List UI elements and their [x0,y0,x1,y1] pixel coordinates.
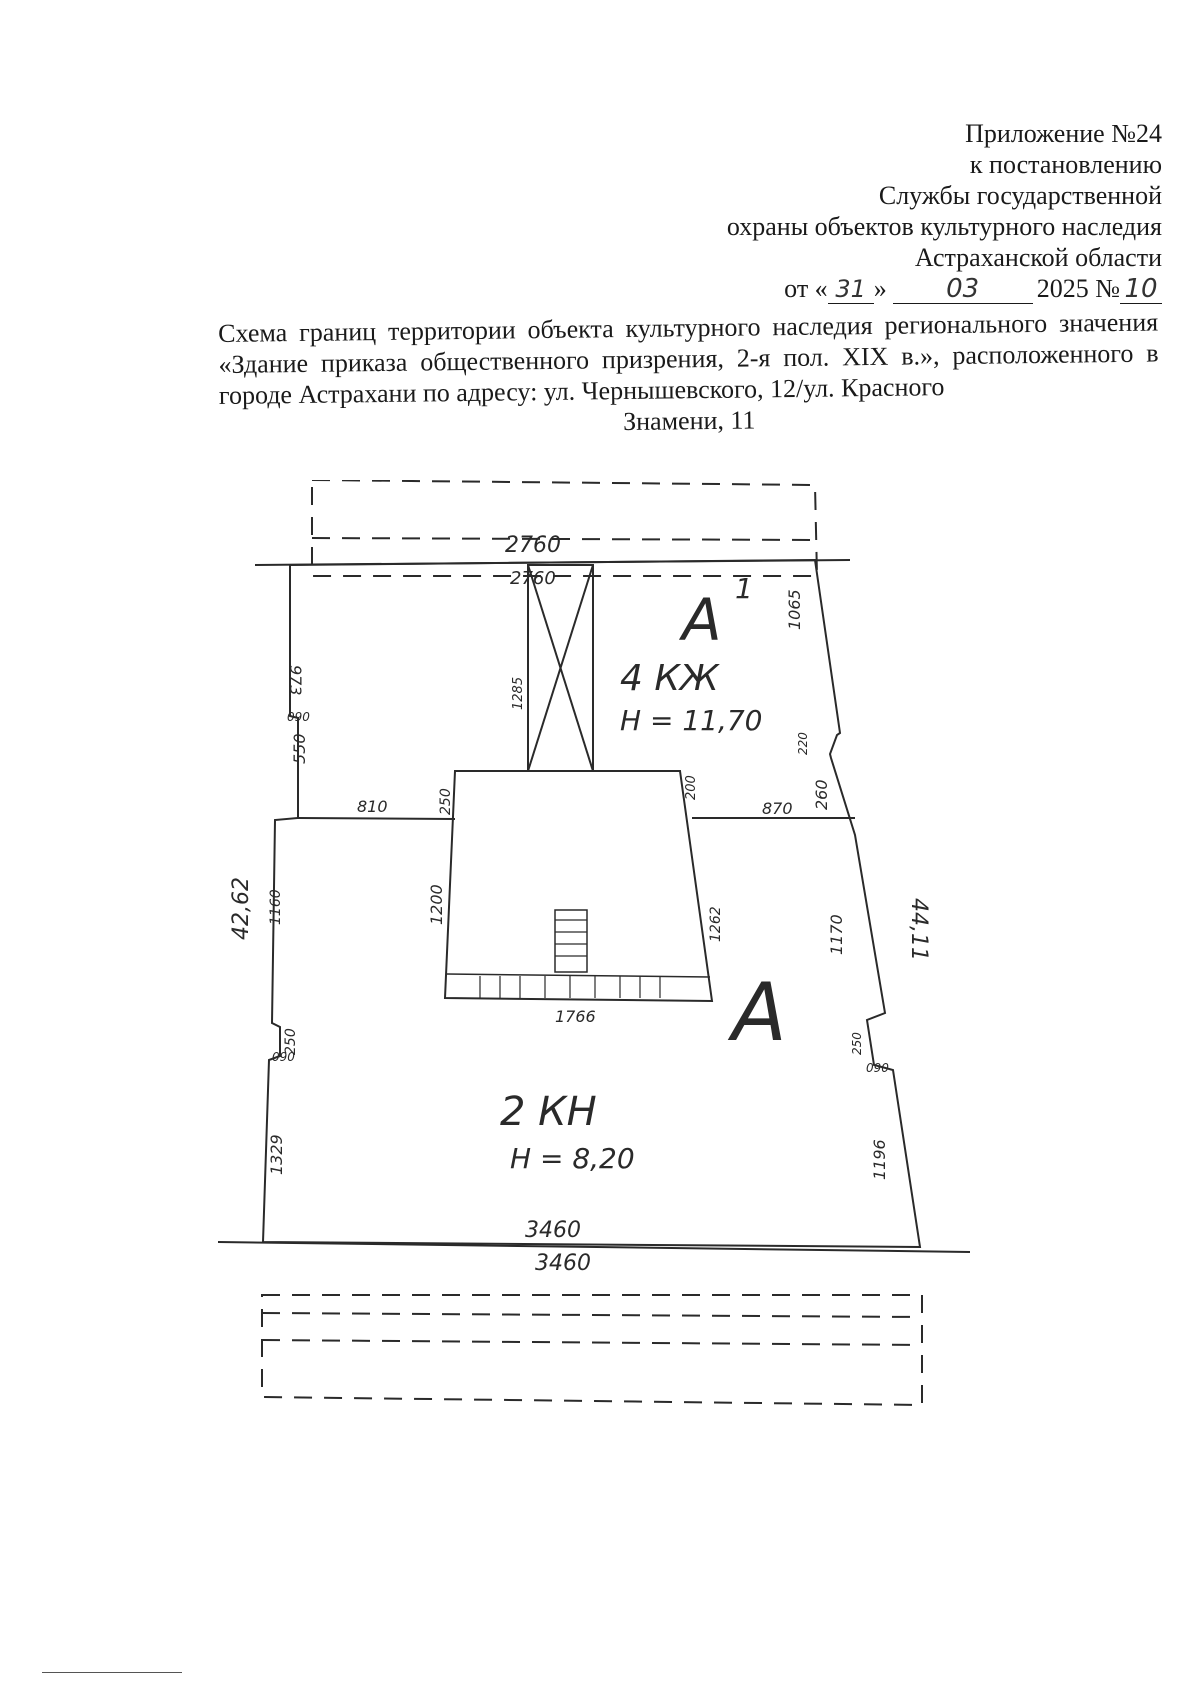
scheme-title-main: Схема границ территории объекта культурного наследия регионального значения «Здание приказа общественного призрения, 2-я пол. XIX в.», расположенного в городе Астрахани по адресу: ул. Чернышевского, 12/ул. Красного [218,307,1159,410]
dim-left-step: 250 [283,1028,299,1055]
zone-upper-sup: 1 [735,572,753,605]
dim-ledge-left-v: 250 [438,788,454,815]
dim-left-mid2: 1160 [268,889,284,925]
territory-boundary-dashed-top-inner [312,538,812,540]
dim-right-total: 44,11 [906,898,931,961]
zone-lower-label: А [732,966,787,1059]
dim-ledge-left: 810 [357,797,388,816]
dim-left-mid: 550 [290,733,309,764]
dim-court-right: 1262 [708,906,724,942]
dim-right-mid: 260 [812,779,831,810]
floors-lower: 2 КН [500,1089,597,1135]
date-year: 2025 № [1036,274,1120,303]
wall-left-ledge [298,818,455,819]
height-lower: Н = 8,20 [510,1142,635,1175]
doc-number-handwritten: 10 [1120,275,1162,304]
date-mid: » [873,274,887,303]
appendix-to-resolution: к постановлению [969,150,1162,179]
stair-block [555,910,587,972]
territory-boundary-scheme [200,480,1080,1540]
stair-block-marks [555,920,587,956]
dim-right-mid2: 1170 [827,914,846,955]
dim-left-upper: 973 [286,665,305,696]
dim-right-step: 250 [850,1032,864,1055]
dim-left-total: 42,62 [229,877,254,940]
dim-left-lower: 1329 [267,1134,286,1175]
territory-boundary-dashed-bottom-inner1 [262,1313,922,1317]
dim-right-upper: 1065 [785,589,804,630]
dim-left-upper-step: 090 [287,710,310,724]
date-prefix: от « [784,274,828,303]
dim-top-outer: 2760 [505,533,561,558]
date-month-handwritten: 03 [893,275,1033,304]
dim-bottom-inner: 3460 [525,1218,581,1243]
porch-strip [447,974,710,977]
dim-ledge-right-v: 200 [684,775,699,800]
resolution-date-line [602,273,1162,304]
issuing-service-line2: охраны объектов культурного наследия [726,212,1162,241]
appendix-header [602,118,1162,304]
dim-top-inner: 2760 [510,568,556,589]
territory-boundary-dashed-bottom [262,1295,922,1405]
date-day-handwritten: 31 [828,275,874,304]
issuing-service-line1: Службы государственной [878,181,1162,210]
dim-passage: 1285 [511,676,526,710]
dim-ledge-right: 870 [762,799,793,818]
territory-boundary-dashed-bottom-inner2 [262,1340,922,1345]
courtyard-outline [445,771,712,1001]
dim-court-left: 1200 [427,884,446,925]
floors-upper: 4 КЖ [620,658,719,699]
height-upper: Н = 11,70 [620,704,763,737]
scheme-title-last: Знамени, 11 [622,405,756,437]
dim-right-upper-step: 220 [796,732,810,755]
zone-upper-label: А [682,586,722,654]
scheme-title [218,307,1159,442]
dim-bottom-outer: 3460 [535,1251,591,1276]
dim-left-step2: 090 [272,1050,295,1064]
dim-court-bottom: 1766 [555,1007,596,1026]
page-footer-rule [42,1672,182,1673]
dim-right-lower: 1196 [870,1139,889,1180]
issuing-region: Астраханской области [914,243,1162,272]
porch-strip-marks [480,976,660,998]
appendix-number: Приложение №24 [965,119,1162,148]
dim-right-step2: 090 [866,1061,889,1075]
